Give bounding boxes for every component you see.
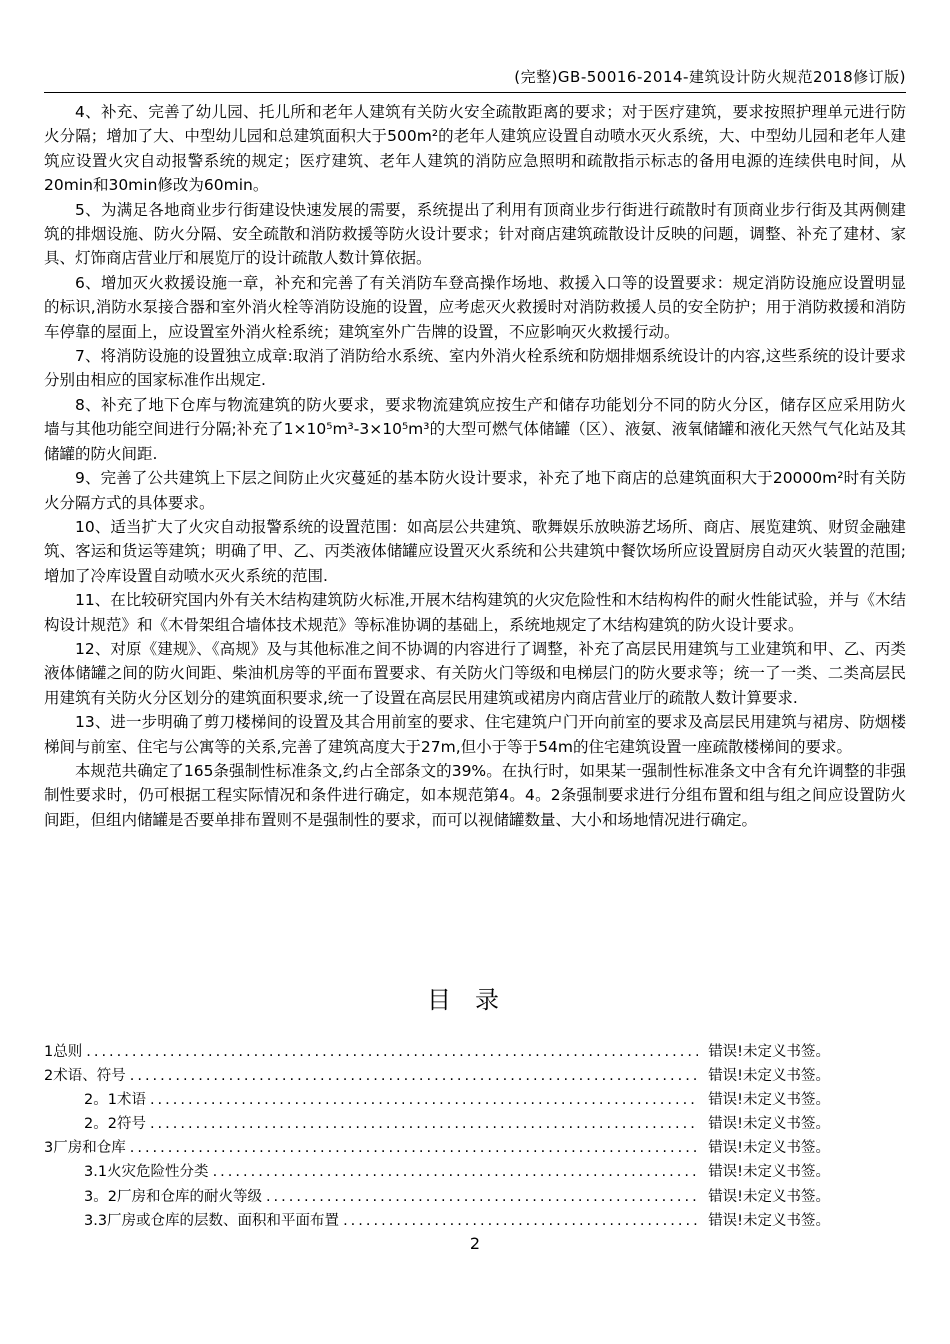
toc-entry[interactable]: [44, 1088, 830, 1112]
paragraph-10: 10、适当扩大了火灾自动报警系统的设置范围：如高层公共建筑、歌舞娱乐放映游艺场所、商店、展览建筑、财贸金融建筑、客运和货运等建筑；明确了甲、乙、丙类液体储罐应设置灭火系统和公共建筑中餐饮场所应设置厨房自动灭火装置的范围;增加了冷库设置自动喷水灭火系统的范围.: [44, 517, 906, 585]
toc-entry[interactable]: [44, 1112, 830, 1136]
toc-entry-label: 1总则: [44, 1044, 83, 1060]
toc-leader-dots: [130, 1140, 698, 1156]
toc-entry-label: 2术语、符号: [44, 1068, 126, 1085]
header-rule: [44, 92, 906, 93]
toc-leader-dots: [150, 1092, 698, 1108]
toc-leader-dots: [213, 1164, 699, 1180]
toc-entry-label: 2。2符号: [84, 1116, 146, 1133]
toc-title: 目录: [427, 986, 523, 1014]
toc-entry-page: 错误!未定义书签。: [708, 1212, 830, 1229]
toc-entry-label: 3厂房和仓库: [44, 1140, 126, 1157]
toc-entry-label: 3。2厂房和仓库的耐火等级: [84, 1188, 262, 1205]
paragraph-5: 5、为满足各地商业步行街建设快速发展的需要，系统提出了利用有顶商业步行街进行疏散时有顶商业步行街及其两侧建筑的排烟设施、防火分隔、安全疏散和消防救援等防火设计要求；针对商店建筑疏散设计反映的问题，调整、补充了建材、家具、灯饰商店营业厅和展览厅的设计疏散人数计算依据。: [44, 200, 906, 268]
paragraph-11: 11、在比较研究国内外有关木结构建筑防火标准,开展木结构建筑的火灾危险性和木结构构件的耐火性能试验，并与《木结构设计规范》和《木骨架组合墙体技术规范》等标准协调的基础上，系统地规定了木结构建筑的防火设计要求。: [44, 591, 906, 634]
toc-entry-label: 3.1火灾危险性分类: [84, 1164, 209, 1181]
toc-leader-dots: [150, 1116, 698, 1132]
toc-leader-dots: [130, 1068, 698, 1084]
paragraph-12: 12、对原《建规》、《高规》及与其他标准之间不协调的内容进行了调整，补充了高层民用建筑与工业建筑和甲、乙、丙类液体储罐之间的防火间距、柴油机房等的平面布置要求、有关防火门等级和电梯层门的防火要求等；统一了一类、二类高层民用建筑有关防火分区划分的建筑面积要求,统一了设置在高层民用建筑或裙房内商店营业厅的疏散人数计算要求.: [44, 639, 906, 707]
paragraph-9: 9、完善了公共建筑上下层之间防止火灾蔓延的基本防火设计要求，补充了地下商店的总建筑面积大于20000m²时有关防火分隔方式的具体要求。: [44, 469, 906, 512]
toc-entry-page: 错误!未定义书签。: [708, 1092, 830, 1109]
toc-entry-page: 错误!未定义书签。: [708, 1188, 830, 1205]
toc-leader-dots: [343, 1213, 698, 1229]
toc-entry[interactable]: [44, 1160, 830, 1184]
toc-entry[interactable]: [44, 1064, 830, 1088]
toc-entry-page: 错误!未定义书签。: [708, 1044, 830, 1060]
toc-entry[interactable]: [44, 1209, 830, 1233]
table-of-contents: [44, 1040, 830, 1233]
paragraph-6: 6、增加灭火救援设施一章，补充和完善了有关消防车登高操作场地、救援入口等的设置要求：规定消防设施应设置明显的标识,消防水泵接合器和室外消火栓等消防设施的设置，应考虑灭火救援时对消防救援人员的安全防护；用于消防救援和消防车停靠的屋面上，应设置室外消火栓系统；建筑室外广告牌的设置，不应影响灭火救援行动。: [44, 273, 906, 341]
toc-entry-page: 错误!未定义书签。: [708, 1116, 830, 1133]
toc-entry[interactable]: [44, 1136, 830, 1160]
page-number: 2: [469, 1234, 481, 1253]
toc-entry-page: 错误!未定义书签。: [708, 1164, 830, 1181]
paragraph-4: 4、补充、完善了幼儿园、托儿所和老年人建筑有关防火安全疏散距离的要求；对于医疗建筑，要求按照护理单元进行防火分隔；增加了大、中型幼儿园和总建筑面积大于500m²的老年人建筑应设置自动喷水灭火系统，大、中型幼儿园和老年人建筑应设置火灾自动报警系统的规定；医疗建筑、老年人建筑的消防应急照明和疏散指示标志的备用电源的连续供电时间，从20min和30min修改为60min。: [44, 103, 906, 195]
body-text: [44, 100, 906, 832]
toc-entry-page: 错误!未定义书签。: [708, 1068, 830, 1085]
toc-leader-dots: [86, 1044, 698, 1060]
running-header: (完整)GB-50016-2014-建筑设计防火规范2018修订版): [514, 68, 906, 86]
toc-entry-label: 2。1术语: [84, 1092, 146, 1109]
toc-leader-dots: [266, 1189, 698, 1205]
paragraph-8: 8、补充了地下仓库与物流建筑的防火要求，要求物流建筑应按生产和储存功能划分不同的防火分区，储存区应采用防火墙与其他功能空间进行分隔;补充了1×10⁵m³-3×10⁵m³的大型可燃气体储罐（区）、液氨、液氧储罐和液化天然气气化站及其储罐的防火间距.: [44, 395, 906, 463]
toc-entry[interactable]: [44, 1185, 830, 1209]
paragraph-13: 13、进一步明确了剪刀楼梯间的设置及其合用前室的要求、住宅建筑户门开向前室的要求及高层民用建筑与裙房、防烟楼梯间与前室、住宅与公寓等的关系,完善了建筑高度大于27m,但小于等于54m的住宅建筑设置一座疏散楼梯间的要求。: [44, 713, 906, 756]
toc-entry-page: 错误!未定义书签。: [708, 1140, 830, 1157]
toc-entry[interactable]: [44, 1040, 830, 1064]
paragraph-7: 7、将消防设施的设置独立成章:取消了消防给水系统、室内外消火栓系统和防烟排烟系统设计的内容,这些系统的设计要求分别由相应的国家标准作出规定.: [44, 347, 906, 390]
paragraph-summary: 本规范共确定了165条强制性标准条文,约占全部条文的39%。在执行时，如果某一强制性标准条文中含有允许调整的非强制性要求时，仍可根据工程实际情况和条件进行确定，如本规范第4。4。2条强制要求进行分组布置和组与组之间应设置防火间距，但组内储罐是否要单排布置则不是强制性的要求，而可以视储罐数量、大小和场地情况进行确定。: [44, 761, 906, 829]
toc-entry-label: 3.3厂房或仓库的层数、面积和平面布置: [84, 1212, 340, 1229]
